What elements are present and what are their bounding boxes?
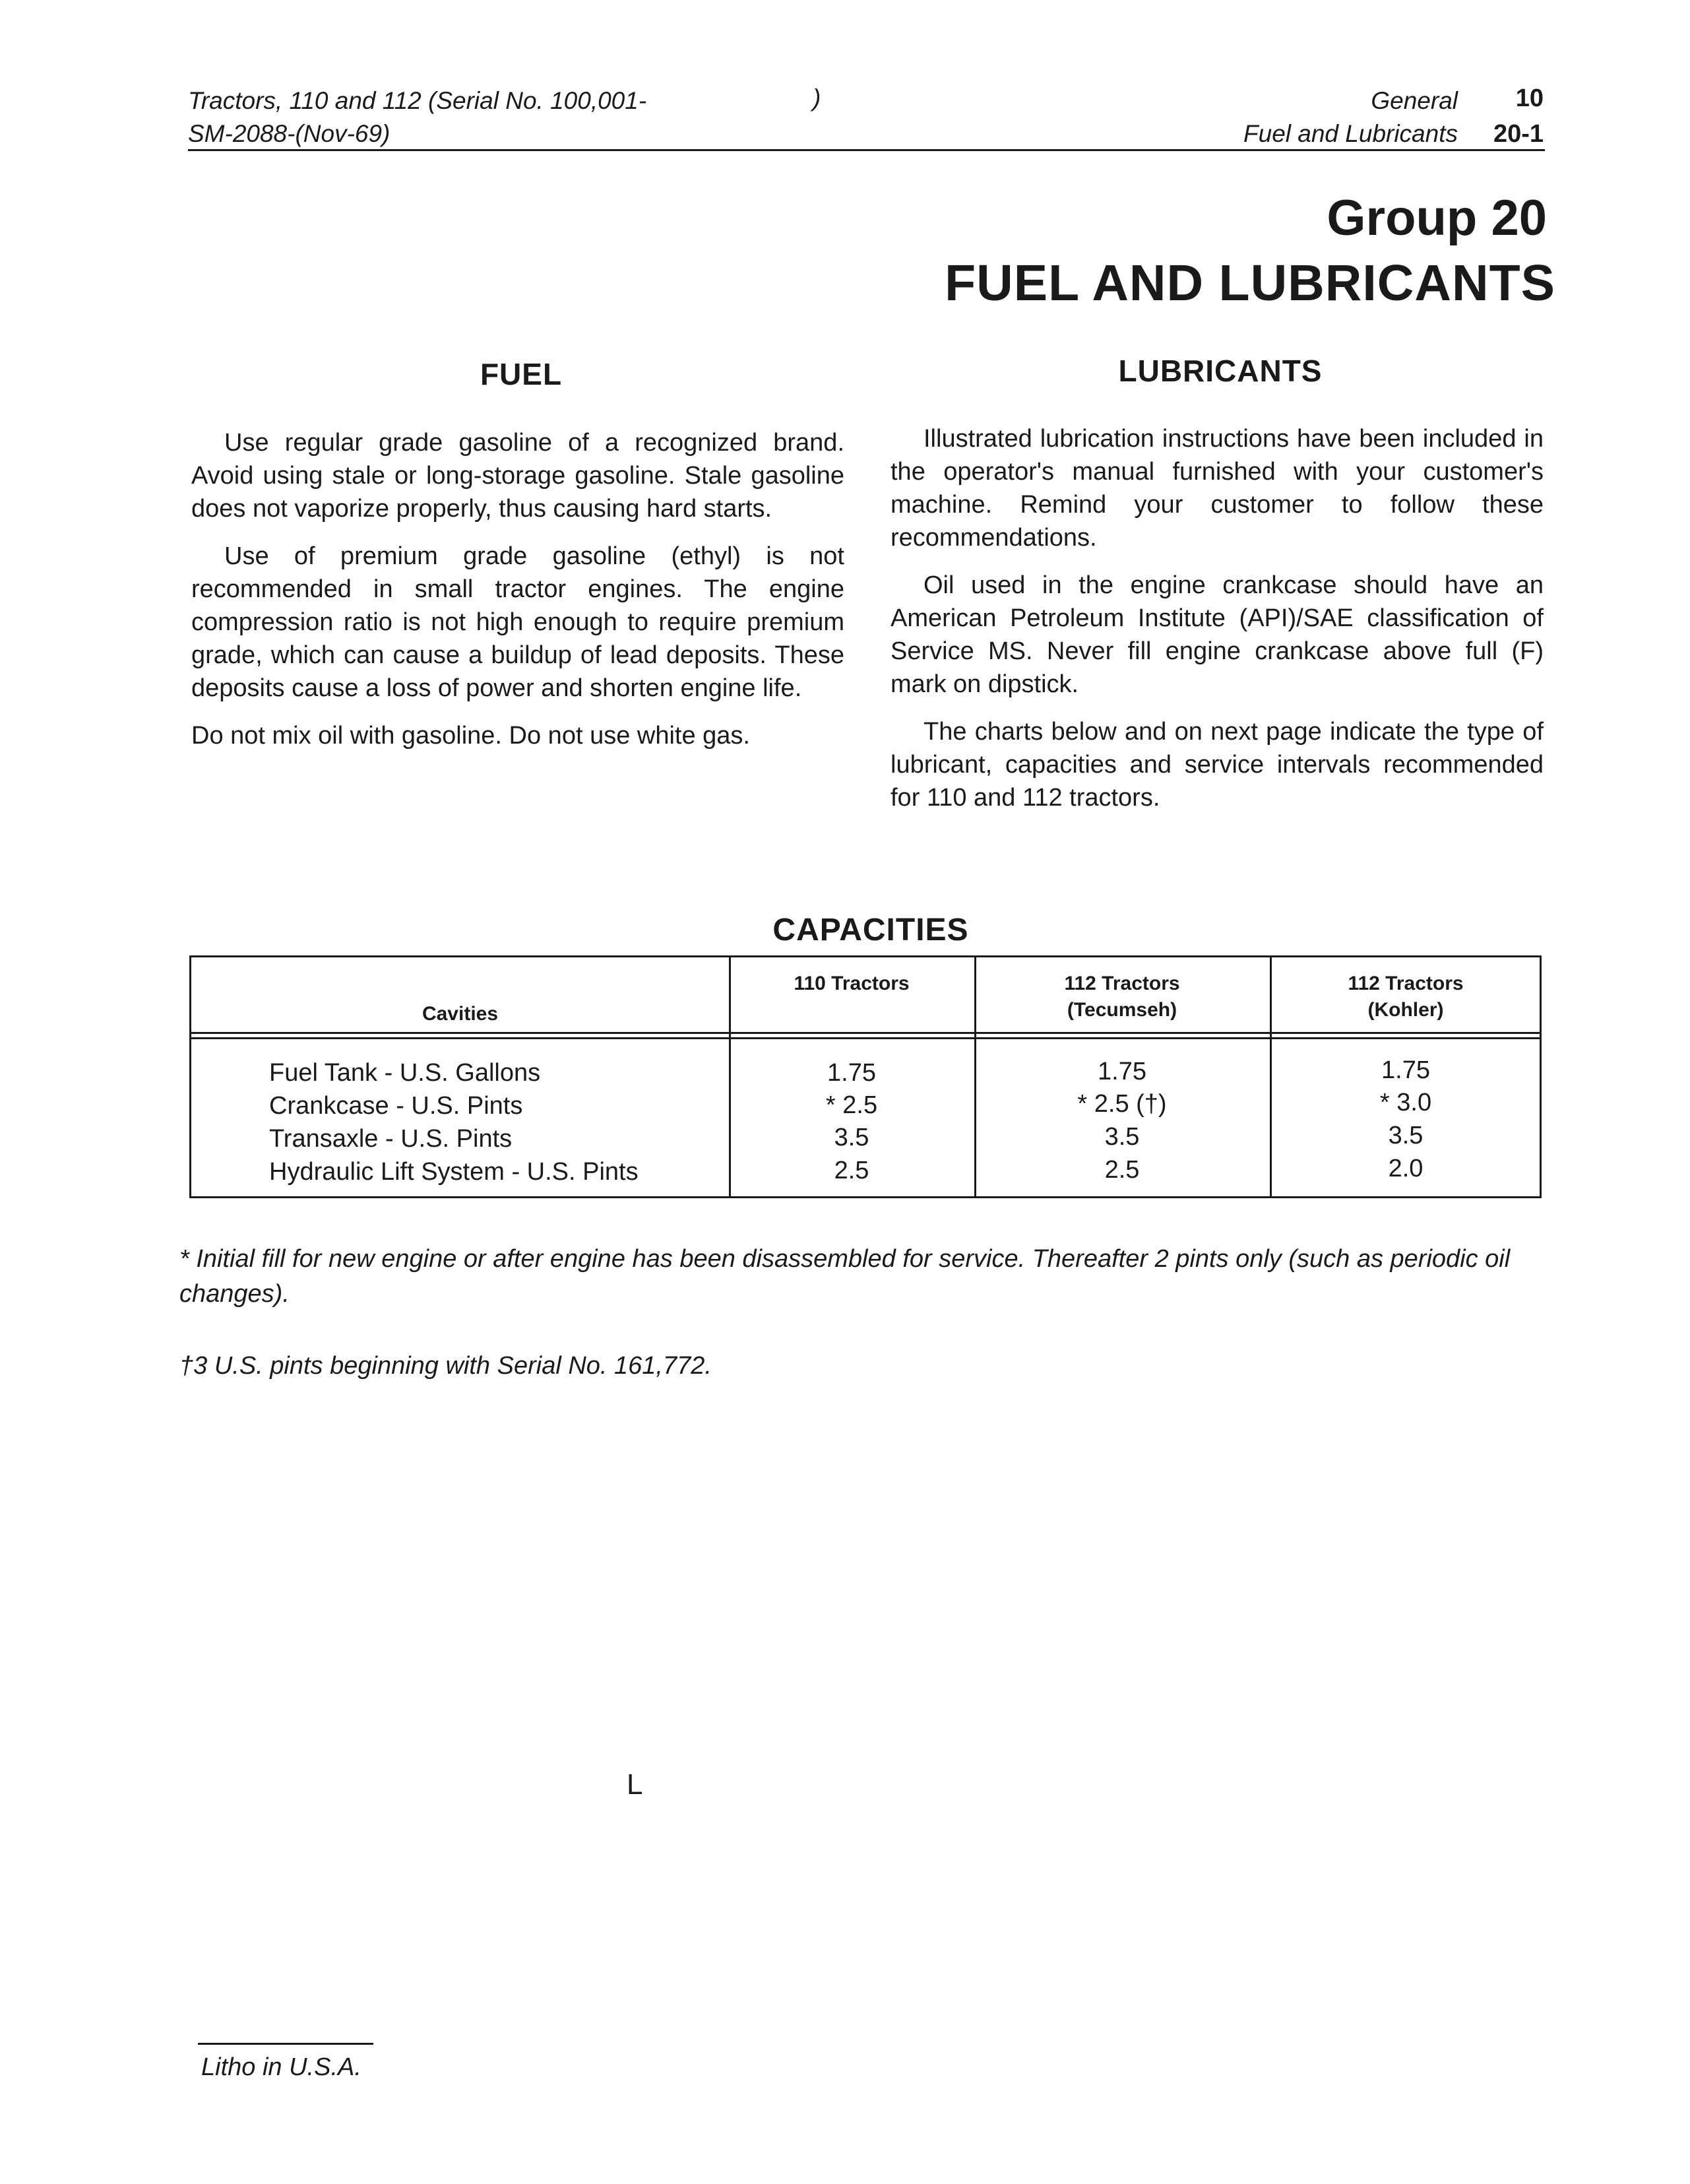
header-right [1055,84,1537,150]
table-header-rule [191,1037,1540,1039]
column-header-112-kohler [1270,971,1542,1023]
header-line: (Tecumseh) [1067,999,1177,1021]
fuel-heading: FUEL [480,357,563,391]
fuel-paragraph: Use of premium grade gasoline (ethyl) is not recommended in small tractor engines. The engine compression ratio is not high enough to require premium grade, which can cause a buildup of lead deposits. These deposits cause a loss of power and shorten engine life. [191,542,844,702]
column-header-cavities: Cavities [422,1003,499,1025]
header-line: 112 Tractors [1064,973,1180,994]
lubricants-paragraph: The charts below and on next page indicate the type of lubricant, capacities and service intervals recommended for 110 and 112 tractors. [891,718,1544,812]
page-number: 20-1 [1493,120,1544,148]
header-manual-title: Tractors, 110 and 112 (Serial No. 100,001- [188,87,647,114]
table-row-label: Transaxle - U.S. Pints [269,1125,513,1153]
lubricants-paragraph: Illustrated lubrication instructions have been included in the operator's manual furnished with your customer's machine. Remind your customer to follow these recommendations. [891,425,1544,552]
capacities-table [189,955,1542,1198]
fuel-section [191,426,844,767]
header-manual-code: SM-2088-(Nov-69) [188,120,391,147]
footer-text: Litho in U.S.A. [201,2053,361,2081]
section-number: 10 [1515,84,1544,112]
lubricants-paragraph: Oil used in the engine crankcase should have an American Petroleum Institute (API)/SAE classification of Service MS. Never fill engine crankcase above full (F) mark on dipstick. [891,571,1544,698]
column-header-110: 110 Tractors [794,973,910,994]
header-line: (Kohler) [1367,999,1444,1021]
lubricants-heading: LUBRICANTS [1118,354,1323,388]
header-rule [188,149,1545,151]
table-cell: 3.5 [1104,1123,1140,1151]
header-paren: ) [813,84,821,112]
table-row-label: Fuel Tank - U.S. Gallons [269,1059,541,1087]
table-cell: 2.5 [834,1157,869,1184]
table-row-label: Hydraulic Lift System - U.S. Pints [269,1158,639,1186]
group-title: Group 20 [1327,190,1547,246]
fuel-paragraph: Do not mix oil with gasoline. Do not use white gas. [191,722,750,750]
column-header-112-tecumseh [974,971,1270,1023]
table-cell: 3.5 [834,1124,869,1151]
table-cell: * 2.5 [825,1091,878,1119]
footer-rule [198,2043,373,2045]
capacities-title: CAPACITIES [772,913,969,947]
table-row-label: Crankcase - U.S. Pints [269,1092,523,1120]
header-left [188,84,881,150]
table-cell: 2.5 [1104,1156,1140,1184]
table-cell: 3.5 [1388,1122,1424,1149]
page-title: FUEL AND LUBRICANTS [945,255,1555,311]
dagger-footnote: †3 U.S. pints beginning with Serial No. 161,772. [179,1352,712,1380]
table-cell: 1.75 [1098,1058,1146,1085]
table-cell: 1.75 [1381,1056,1430,1084]
header-group-name: Fuel and Lubricants [1243,120,1458,147]
header-numbers [1471,80,1544,152]
table-header-rule [191,1032,1540,1034]
fuel-paragraph: Use regular grade gasoline of a recognized brand. Avoid using stale or long-storage gasoline. Stale gasoline does not vaporize properly, thus causing hard starts. [191,429,844,523]
lubricants-section [891,422,1544,829]
header-section-name: General [1371,87,1458,114]
table-cell: * 2.5 (†) [1077,1090,1167,1118]
table-cell: 1.75 [827,1059,876,1087]
table-cell: * 3.0 [1379,1089,1432,1116]
header-line: 112 Tractors [1348,973,1464,994]
asterisk-footnote: * Initial fill for new engine or after engine has been disassembled for service. Thereafter 2 pints only (such as periodic oil changes). [179,1245,1511,1308]
table-cell: 2.0 [1388,1155,1424,1182]
margin-mark: L [627,1768,643,1801]
